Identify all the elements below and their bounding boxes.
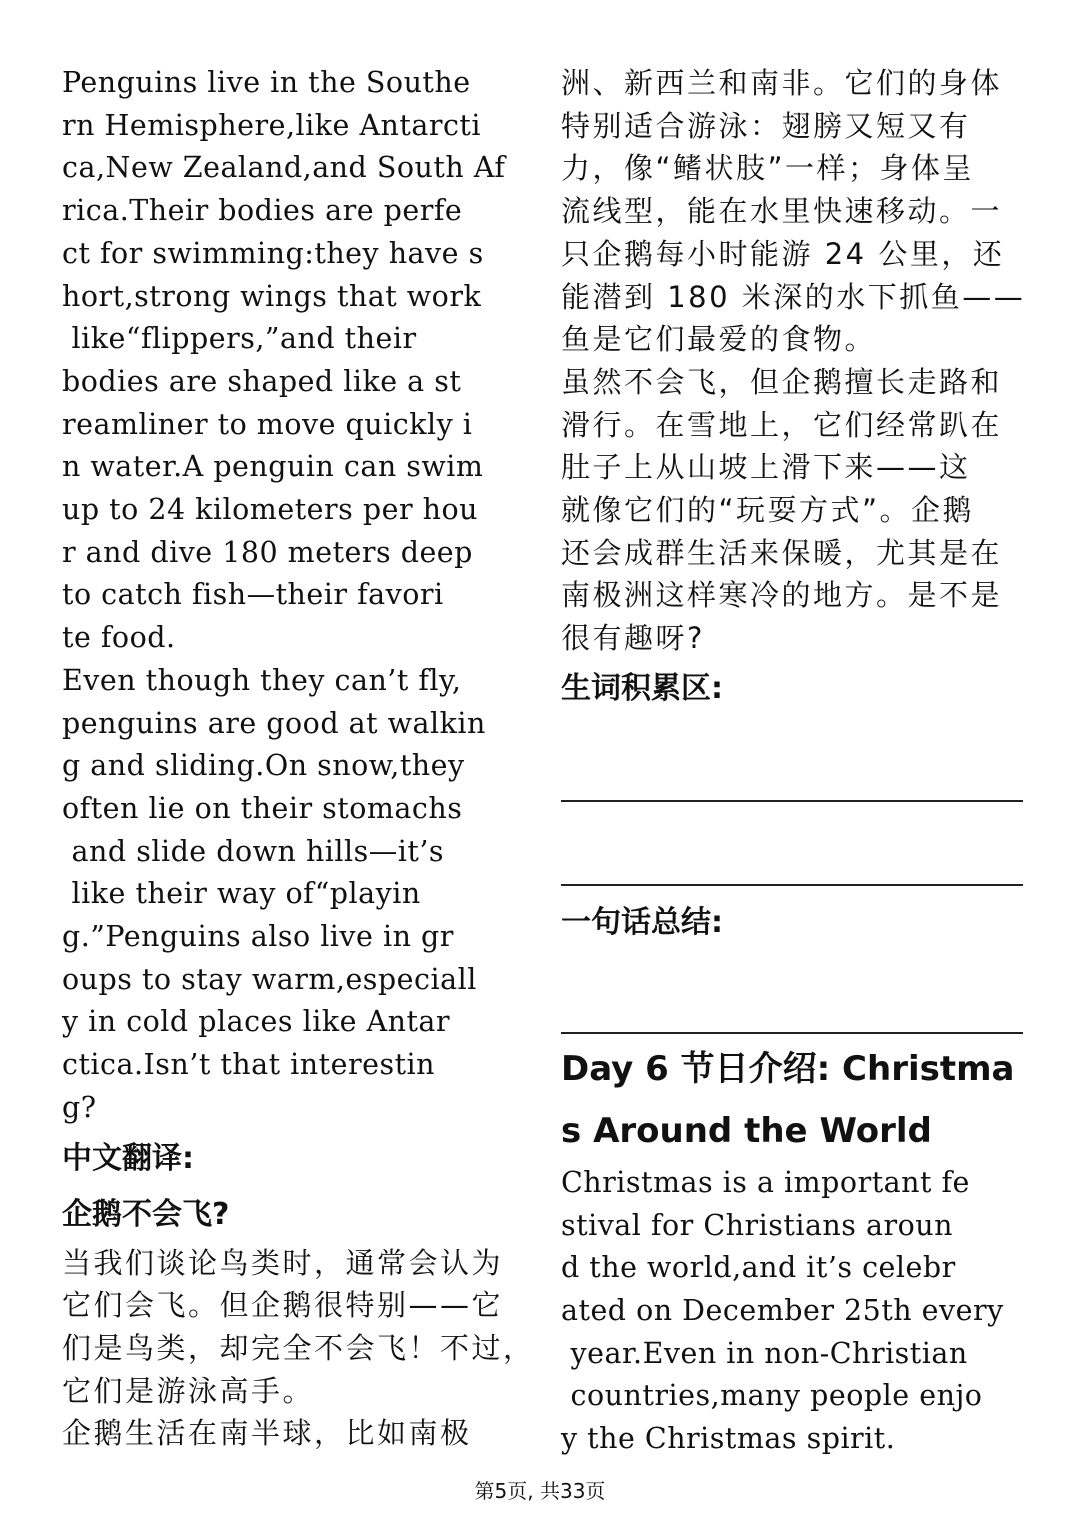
vocab-heading: 生词积累区:: [561, 670, 723, 706]
translation-heading: 中文翻译:: [62, 1140, 194, 1176]
chinese-paragraph-habitat-start: 企鹅生活在南半球，比如南极: [62, 1416, 472, 1451]
english-paragraph-behavior: Even though they can’t fly, penguins are good at walkin g and sliding.On snow,they often lie on their stomachs and slide down hills—it’s like their way of“playin g.”Penguins also live in gr oups to stay warm,especiall y in cold places like Antar ctica.Isn’t that interestin g?: [62, 663, 486, 1124]
right-column: [561, 62, 1026, 1461]
day-6-title: Day 6 节日介绍: Christma s Around the World: [561, 1048, 1015, 1151]
chinese-paragraph-habitat-cont: 洲、新西兰和南非。它们的身体 特别适合游泳：翅膀又短又有 力，像“鳍状肢”一样；身体呈 流线型，能在水里快速移动。一 只企鹅每小时能游 24 公里，还 能潜到 180 米深的水下抓鱼—— 鱼是它们最爱的食物。: [561, 66, 1026, 357]
chinese-title: 企鹅不会飞?: [62, 1196, 230, 1232]
english-paragraph-habitat: Penguins live in the Southe rn Hemisphere,like Antarcti ca,New Zealand,and South Af rica.Their bodies are perfe ct for swimming:they have s hort,strong wings that work like“flippers,”and their bodies are shaped like a st reamliner to move quickly i n water.A penguin can swim up to 24 kilometers per hou r and dive 180 meters deep to catch fish—their favori te food.: [62, 66, 506, 655]
christmas-paragraph: Christmas is a important fe stival for Christians aroun d the world,and it’s celebr ated on December 25th every year.Even in non-Christian countries,many people enjo y the Christmas spirit.: [561, 1165, 1004, 1456]
left-column: [62, 62, 535, 1455]
chinese-paragraph-intro: 当我们谈论鸟类时，通常会认为 它们会飞。但企鹅很特别——它 们是鸟类，却完全不会飞！不过， 它们是游泳高手。: [62, 1245, 535, 1408]
page-number: 第5页, 共33页: [474, 1479, 606, 1503]
summary-heading: 一句话总结:: [561, 904, 723, 940]
chinese-paragraph-behavior: 虽然不会飞，但企鹅擅长走路和 滑行。在雪地上，它们经常趴在 肚子上从山坡上滑下来——这 就像它们的“玩耍方式”。企鹅 还会成群生活来保暖，尤其是在 南极洲这样寒冷的地方。是不是 很有趣呀?: [561, 364, 1003, 656]
